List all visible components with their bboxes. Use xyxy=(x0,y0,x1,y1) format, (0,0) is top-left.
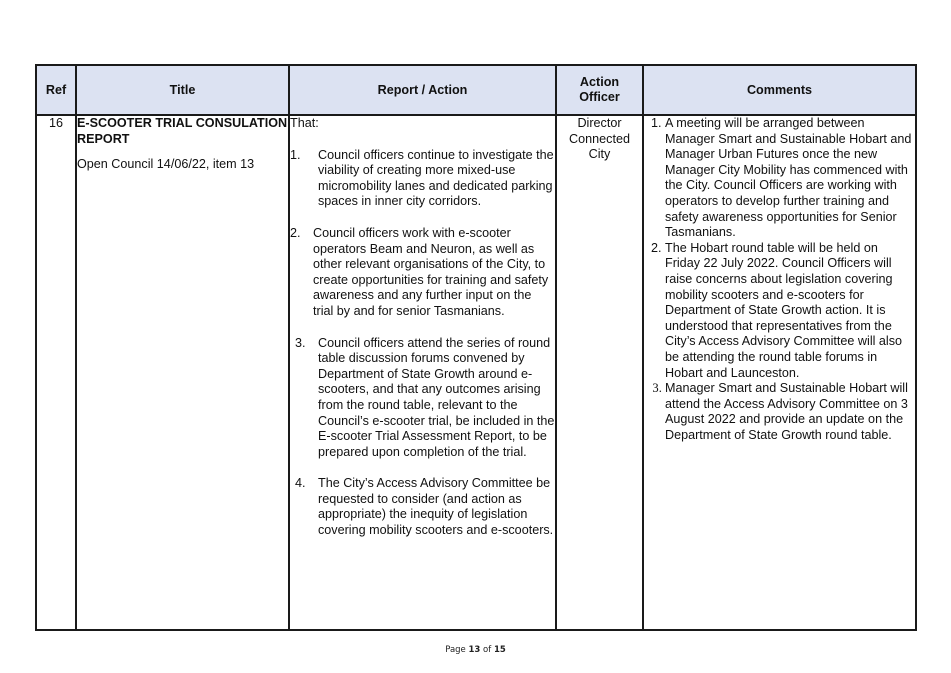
footer-of-label: of xyxy=(483,645,492,655)
recommendation-item xyxy=(290,226,555,320)
comment-item: 2. The Hobart round table will be held on Friday 22 July 2022. Council Officers will raise concerns about legislation covering mobility scooters and e-scooters for Department of State Growth action. It is understood that representatives from the City’s Access Advisory Committee will also be attending the round table forums in Hobart and Launceston. xyxy=(665,241,915,381)
recommendation-text: Council officers continue to investigate the viability of creating more mixed-use micromobility lanes and dedicated parking spaces in inner city corridors. xyxy=(318,147,554,209)
header-title: Title xyxy=(76,65,289,115)
page-footer xyxy=(0,645,951,655)
footer-current-page: 13 xyxy=(468,645,481,655)
table-row xyxy=(36,115,916,630)
header-action-officer xyxy=(556,65,643,115)
recommendation-number: 4. xyxy=(295,476,306,491)
header-action-officer-line1: Action xyxy=(579,75,620,89)
recommendation-item xyxy=(295,336,555,461)
ref-cell: 16 xyxy=(36,115,76,630)
recommendation-item xyxy=(290,148,555,210)
footer-total-pages: 15 xyxy=(493,645,506,655)
comments-list xyxy=(644,116,915,443)
item-title: E-SCOOTER TRIAL CONSULATION REPORT xyxy=(77,116,288,146)
header-comments: Comments xyxy=(643,65,916,115)
header-report-action: Report / Action xyxy=(289,65,556,115)
header-ref: Ref xyxy=(36,65,76,115)
header-action-officer-line2: Officer xyxy=(579,90,620,104)
title-cell xyxy=(76,115,289,630)
recommendation-text: The City’s Access Advisory Committee be requested to consider (and action as appropriate) the inequity of legislation covering mobility scooters and e-scooters. xyxy=(318,476,554,538)
comment-item: 1. A meeting will be arranged between Manager Smart and Sustainable Hobart and Manager Urban Futures once the new Manager City Mobility has commenced with the City. Council Officers are working with operators to develop further training and safety awareness opportunities for Senior Tasmanians. xyxy=(665,116,915,241)
recommendation-number: 1. xyxy=(290,147,301,162)
recommendation-text: Council officers work with e-scooter operators Beam and Neuron, as well as other relevant organisations of the City, to create opportunities for training and safety awareness and any further input on the trial by and for senior Tasmanians. xyxy=(313,225,549,318)
action-table xyxy=(35,64,917,631)
comments-cell xyxy=(643,115,916,630)
recommendation-number: 3. xyxy=(295,335,306,350)
recommendation-number: 2. xyxy=(290,225,301,240)
comment-item: 3. Manager Smart and Sustainable Hobart will attend the Access Advisory Committee on 3 August 2022 and provide an update on the Department of State Growth round table. xyxy=(665,381,915,443)
item-source: Open Council 14/06/22, item 13 xyxy=(77,157,255,172)
recommendation-item xyxy=(295,476,555,538)
recommendation-text: Council officers attend the series of round table discussion forums convened by Department of State Growth around e-scooters, and that any outcomes arising from the round table, relevant to the Council’s e-scooter trial, be included in the E-scooter Trial Assessment Report, to be prepared upon completion of the trial. xyxy=(318,335,555,459)
report-cell xyxy=(289,115,556,630)
report-intro: That: xyxy=(290,116,319,130)
action-officer-cell: Director Connected City xyxy=(556,115,643,630)
footer-page-label: Page xyxy=(445,645,466,655)
header-row xyxy=(36,65,916,115)
